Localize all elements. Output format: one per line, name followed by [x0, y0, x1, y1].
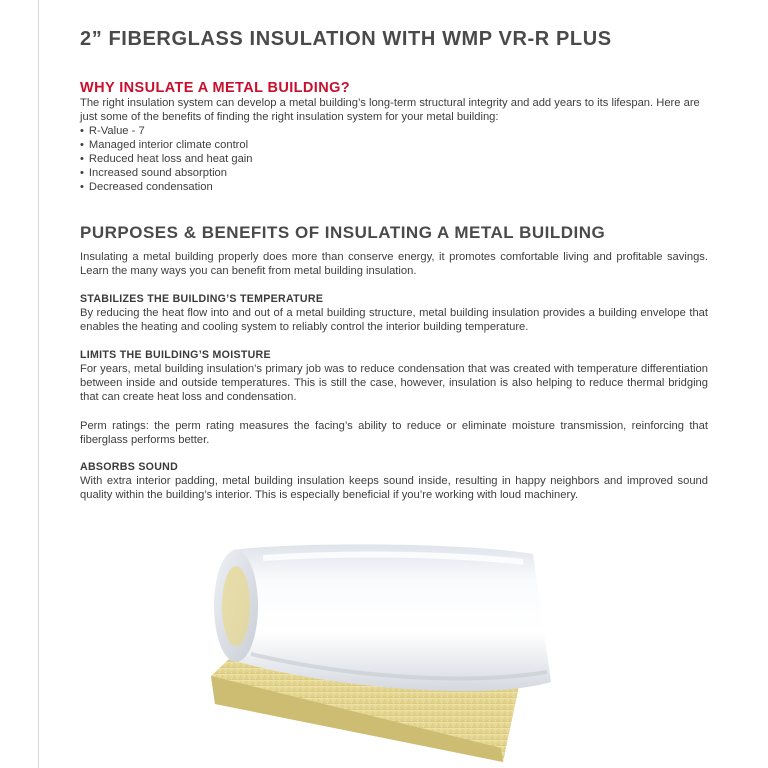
- moisture-heading: LIMITS THE BUILDING’S MOISTURE: [80, 349, 271, 361]
- roll-end-core: [222, 566, 250, 646]
- sound-heading: ABSORBS SOUND: [80, 461, 179, 473]
- sound-body: With extra interior padding, metal building insulation keeps sound inside, resulting in happy neighbors and improved sound quality within the building’s interior. This is especially beneficial if you’re working with loud machinery.: [80, 475, 708, 501]
- list-item: • R-Value - 7: [80, 124, 253, 138]
- perm-ratings-text: Perm ratings: the perm rating measures the facing’s ability to reduce or eliminate moisture transmission, reinforcing that fiberglass performs better.: [80, 420, 708, 446]
- list-item: • Reduced heat loss and heat gain: [80, 152, 253, 166]
- purposes-heading: PURPOSES & BENEFITS OF INSULATING A METAL BUILDING: [80, 223, 606, 242]
- why-insulate-heading: WHY INSULATE A METAL BUILDING?: [80, 80, 351, 96]
- insulation-roll-image: [203, 536, 569, 766]
- insulation-roll-illustration: [203, 536, 569, 766]
- list-item: • Increased sound absorption: [80, 166, 253, 180]
- moisture-body: For years, metal building insulation’s primary job was to reduce condensation that was created with temperature differentiation between inside and outside temperatures. This is still the case, however, insulation is also helping to reduce thermal bridging that can create heat loss and condensation.: [80, 363, 708, 403]
- page-margin-rule: [38, 0, 39, 768]
- list-item: • Decreased condensation: [80, 180, 253, 194]
- purposes-intro: Insulating a metal building properly does more than conserve energy, it promotes comfortable living and profitable savings. Learn the many ways you can benefit from metal building insulation.: [80, 251, 708, 277]
- page-title: 2” FIBERGLASS INSULATION WITH WMP VR-R PLUS: [80, 28, 612, 50]
- why-insulate-intro: The right insulation system can develop a metal building’s long-term structural integrity and add years to its lifespan. Here are just some of the benefits of finding the right insulation system for your metal building:: [80, 97, 700, 123]
- list-item: • Managed interior climate control: [80, 138, 253, 152]
- temperature-body: By reducing the heat flow into and out of a metal building structure, metal building insulation provides a building envelope that enables the heating and cooling system to reliably control the interior building temperature.: [80, 307, 708, 333]
- roll-body: [233, 544, 551, 691]
- benefits-list: [80, 124, 253, 194]
- temperature-heading: STABILIZES THE BUILDING’S TEMPERATURE: [80, 293, 324, 305]
